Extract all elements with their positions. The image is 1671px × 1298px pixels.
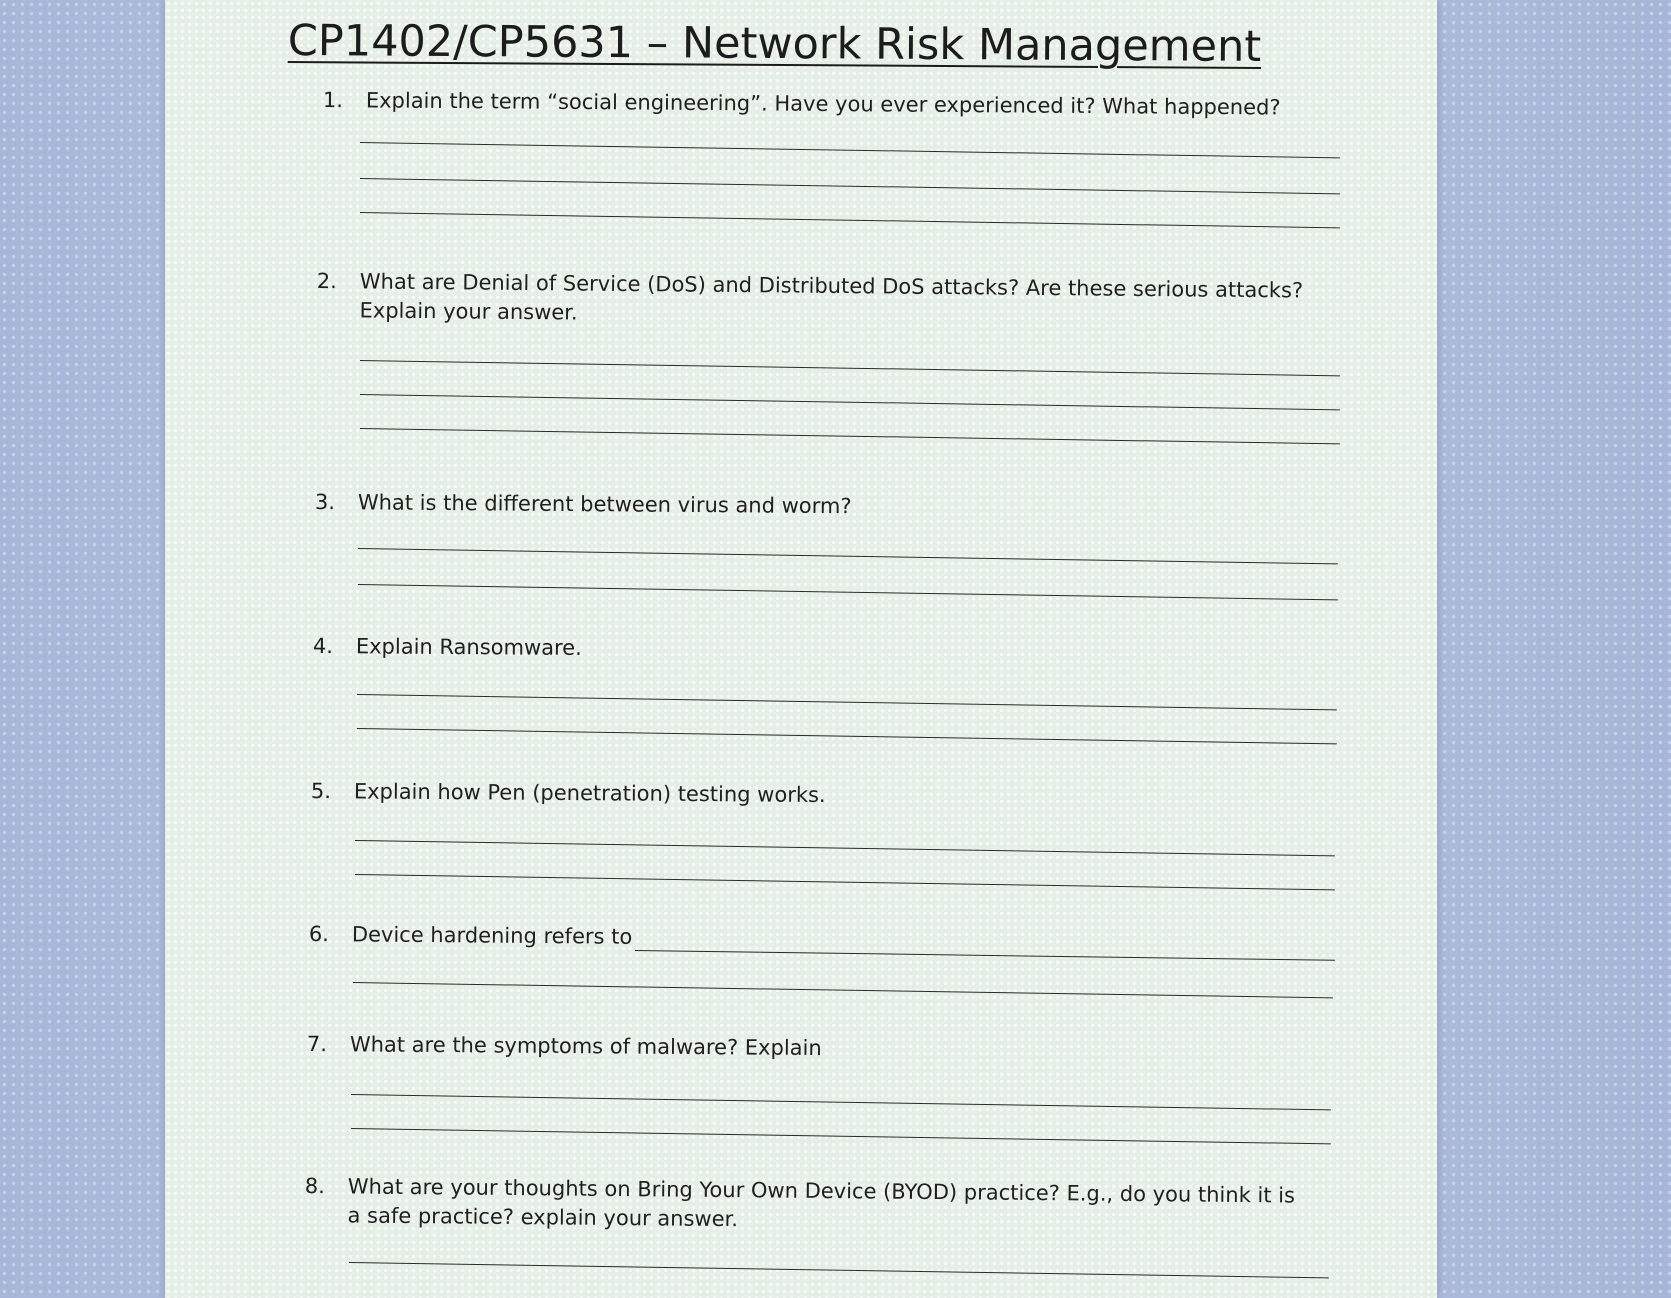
answer-line[interactable] [349,1262,1329,1278]
question-4 [312,632,1313,660]
answer-line[interactable] [351,1094,1331,1110]
answer-line[interactable] [360,178,1340,194]
answer-line[interactable] [358,548,1338,564]
question-text: Explain Ransomware. [355,634,582,660]
question-text: What are the symptoms of malware? Explain [349,1032,822,1061]
answer-line[interactable] [360,394,1340,410]
question-text: What are Denial of Service (DoS) and Distributed DoS attacks? Are these serious attacks? Explain your answer. [359,269,1304,325]
answer-line[interactable] [360,212,1340,228]
answer-line[interactable] [355,874,1335,890]
question-text: What is the different between virus and worm? [357,490,852,519]
question-number: 8. [304,1173,326,1199]
question-7 [306,1030,1307,1061]
question-number: 7. [306,1031,328,1057]
question-number: 4. [312,633,334,659]
question-8 [304,1172,1305,1232]
question-number: 3. [314,489,336,515]
answer-line[interactable] [355,840,1335,856]
answer-line[interactable] [351,1128,1331,1144]
question-1 [322,86,1323,120]
question-text: Device hardening refers to [351,922,633,949]
worksheet-page [165,0,1437,1298]
question-number: 6. [308,921,330,947]
answer-line[interactable] [353,982,1333,998]
answer-line[interactable] [357,694,1337,710]
answer-line[interactable] [360,428,1340,444]
question-text: What are your thoughts on Bring Your Own Device (BYOD) practice? E.g., do you think it is a safe practice? explain your answer. [347,1174,1296,1232]
answer-line[interactable] [358,584,1338,600]
page-title: CP1402/CP5631 – Network Risk Management [287,16,1262,72]
answer-line[interactable] [360,142,1340,158]
question-2 [316,267,1317,325]
question-number: 2. [316,268,338,294]
answer-line[interactable] [360,360,1340,376]
question-5 [310,777,1311,808]
question-number: 1. [322,87,344,113]
answer-line[interactable] [357,728,1337,744]
question-text: Explain the term “social engineering”. Have you ever experienced it? What happened? [365,88,1281,120]
question-text: Explain how Pen (penetration) testing works. [353,779,826,808]
question-3 [314,488,1315,519]
question-number: 5. [310,778,332,804]
question-6 [308,920,1309,949]
